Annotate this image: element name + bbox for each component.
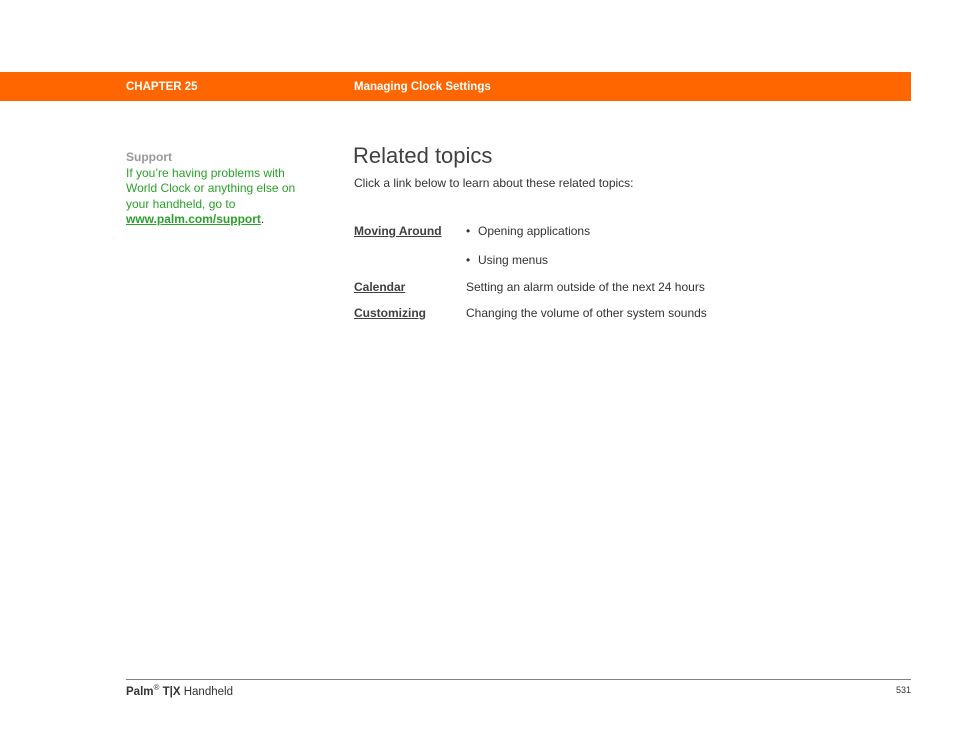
moving-around-link[interactable]: Moving Around (354, 224, 442, 238)
chapter-header-bar (0, 72, 911, 101)
footer-product (126, 683, 233, 698)
sidebar-trailing: . (260, 212, 265, 227)
footer-divider (126, 679, 911, 680)
chapter-number: CHAPTER 25 (126, 81, 198, 93)
support-link[interactable]: www.palm.com/support (126, 212, 261, 227)
bullet-icon: • (466, 224, 471, 238)
calendar-link[interactable]: Calendar (354, 280, 406, 294)
topic-description: Changing the volume of other system sounds (466, 306, 707, 320)
topic-description: Setting an alarm outside of the next 24 hours (466, 280, 705, 294)
topic-bullet-item: • Opening applications (466, 224, 591, 238)
bullet-icon: • (466, 253, 471, 267)
intro-text: Click a link below to learn about these related topics: (354, 176, 634, 190)
customizing-link[interactable]: Customizing (354, 306, 426, 320)
support-sidebar (126, 150, 306, 228)
topic-bullet-item: • Using menus (466, 253, 549, 267)
footer-brand: Palm (126, 685, 154, 698)
page-title: Related topics (353, 143, 493, 168)
footer-product-name: Handheld (183, 685, 233, 698)
page-number: 531 (895, 685, 911, 695)
footer-model: T|X (162, 685, 181, 698)
sidebar-text: If you’re having problems with World Clock or anything else on your handheld, go to (126, 165, 296, 211)
sidebar-heading: Support (126, 150, 172, 164)
sidebar-body (126, 166, 306, 228)
registered-mark: ® (153, 683, 160, 692)
chapter-title: Managing Clock Settings (354, 81, 491, 93)
